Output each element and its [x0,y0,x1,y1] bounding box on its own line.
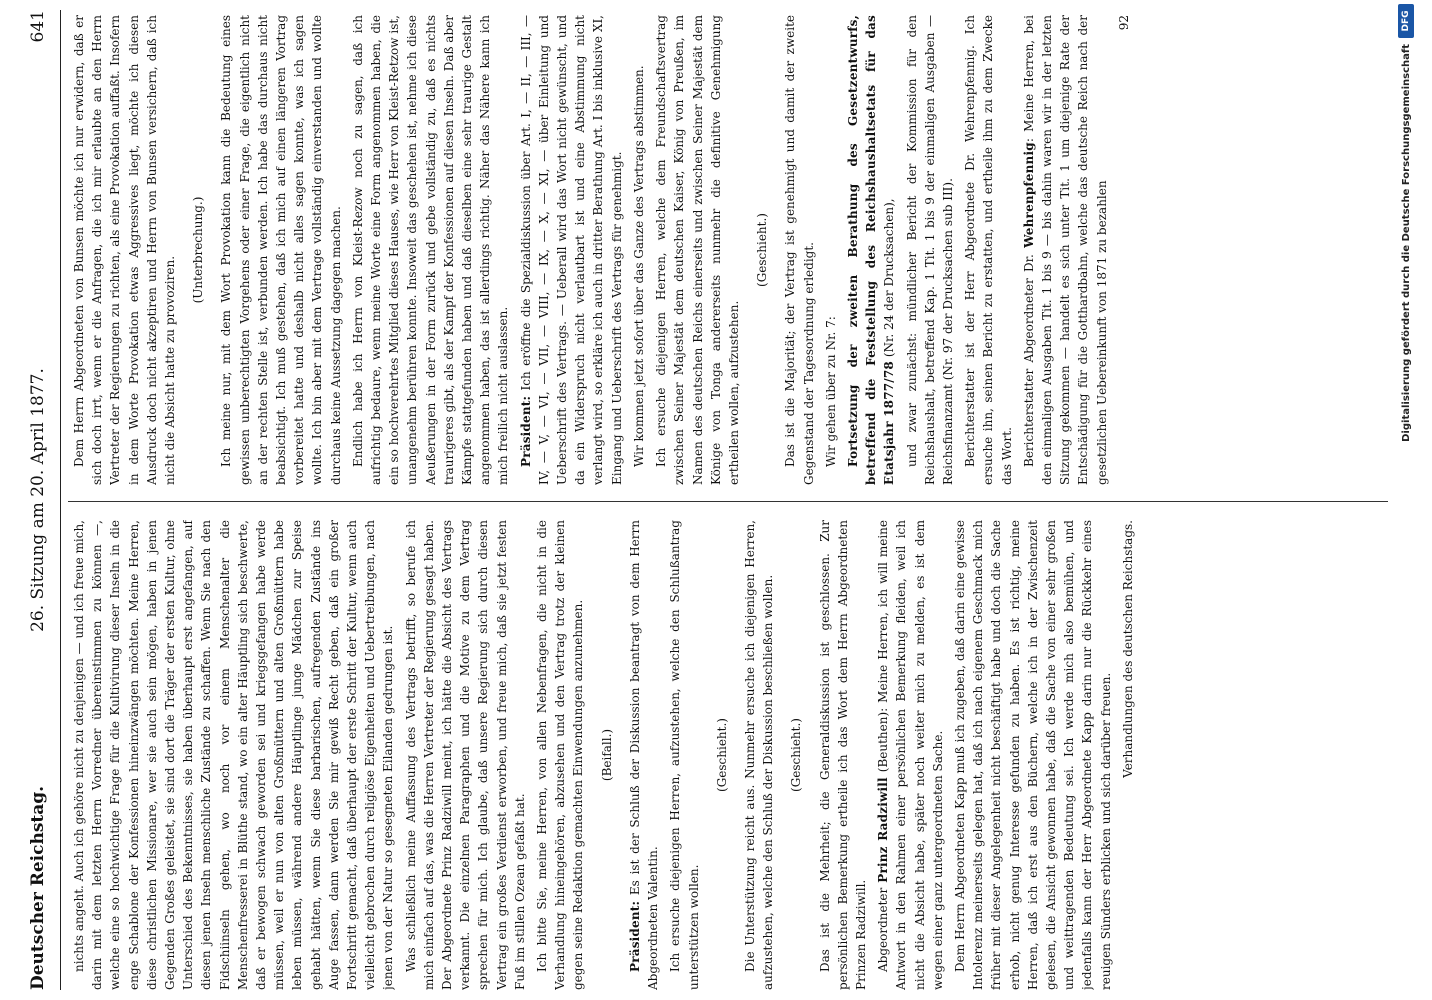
paragraph: Berichterstatter ist der Herr Abgeordnete Dr. Wehrenpfennig. Ich ersuche ihn, seinen Bericht zu erstatten, und ertheile ihm zu dem Zwecke das Wort. [963,15,1014,485]
column-divider [68,501,1388,502]
paragraph: Berichterstatter Abgeordneter Dr. Wehrenpfennig: Meine Herren, bei den einmaligen Ausgaben Tit. 1 bis 9 — bis dahin waren wir in der letzten Sitzung gekommen — handelt es sich unter Tit. 1 um diejenige Rate der Entschädigung für die Gotthardbahn, welche das deutsche Reich nach der gesetzlichen Uebereinkunft von 1871 zu bezahlen [1021,15,1109,485]
paragraph: Wir kommen jetzt sofort über das Ganze des Vertrags abstimmen. [631,65,646,467]
document-page [20,10,1395,990]
column-left [70,520,1385,990]
paragraph: Fortsetzung der zweiten Berathung des Gesetzentwurfs, betreffend die Feststellung des Reichshaushaltsetats für das Etatsjahr 1877/78 (Nr. 24 der Drucksachen), [845,15,897,485]
dfg-logo: DFG [1398,4,1414,38]
paragraph: Endlich habe ich Herrn von Kleist-Rezow noch zu sagen, daß ich aufrichtig bedaure, wenn meine Worte eine Form angenommen haben, die ein so hochverehrtes Mitglied dieses Hauses, wie Herr von Kleist-Retzow ist, unangenehm berühren konnte. Insoweit das geschehen ist, nehme ich diese Aeußerungen in der Form zurück und gebe vollständig zu, daß es nichts traurigeres gibt, als der Kampf der Konfessionen auf diesen Inseln. Daß aber Kämpfe stattgefunden haben und daß dieselben eine sehr traurige Gestalt angenommen haben, das ist allerdings richtig. Näher das Nähere kann ich mich freilich nicht auslassen. [350,15,511,485]
header-center: 26. Sitzung am 20. April 1877. [28,368,48,632]
page-header [20,10,56,990]
paragraph: Präsident: Ich eröffne die Spezialdiskussion über Art. I, — II, — III, — IV, — V, — VI, — VII, — VIII, — IX, — X, — XI, — über Einleitung und Ueberschrift des Vertrags. — Ueberall wird das Wort nicht gewünscht, und da ein Widerspruch nicht verlautbart ist und eine Abstimmung nicht verlangt wird, so erkläre ich auch in dritter Berathung Art. I bis inklusive XI, Eingang und Ueberschrift des Vertrags für genehmigt. [518,15,624,485]
paragraph: Was schließlich meine Auffassung des Vertrags betrifft, so berufe ich mich einfach auf das, was die Herren Vertreter der Regierung gesagt haben. Der Abgeordnete Prinz Radziwill meint, ich hätte die Absicht des Vertrags verkannt. Die einzelnen Paragraphen und die Motive zu dem Vertrag sprechen für mich. Ich glaube, daß unsere Regierung sich durch diesen Vertrag ein großes Verdienst erworben, und freue mich, daß sie jetzt festen Fuß im stillen Ozean gefaßt hat. [403,520,527,990]
stage-direction: (Geschieht.) [755,213,770,287]
credit-text: Digitalisierung gefördert durch die Deutsche Forschungsgemeinschaft [1401,44,1412,442]
stage-direction: (Unterbrechung.) [191,196,206,304]
header-rule [60,10,61,990]
paragraph: Abgeordneter Prinz Radziwill (Beuthen): Meine Herren, ich will meine Antwort in den Rahmen einer persönlichen Bemerkung fleiden, weil ich nicht die Absicht habe, später noch weiter mich zu melden, es ist dem wegen einer ganz untergeordneten Sache. [876,520,945,990]
paragraph: und zwar zunächst: mündlicher Bericht der Kommission für den Reichshaushalt, betreffend Kap. 1 Tit. 1 bis 9 der einmaligen Ausgaben — Reichsfinanzamt (Nr. 97 der Drucksachen sub III). [904,15,955,485]
digitization-credit [1395,0,1421,1000]
stage-direction: (Geschieht.) [789,718,804,792]
paragraph: Dem Herrn Abgeordneten Kapp muß ich zugeben, daß darin eine gewisse Intolerenz meinerseits gelegen hat, daß ich nach eigenem Geschmack mich früher mit dieser Angelegenheit nicht beschäftigt habe und doch die Sache erhob, nicht genug Interesse gefunden zu haben. Es ist richtig, meine Herren, daß ich erst aus den Büchern, welche ich in der Zwischenzeit gelesen, die Ansicht gewonnen habe, daß die Sache von einer sehr großen und weittragenden Bedeutung sei. Ich werde mich also bemühen, und jedenfalls kann der Herr Abgeordnete Kapp darin nur die Rückkehr eines reuigen Sünders erblicken und sich darüber freuen. [952,520,1113,990]
paragraph: Dem Herrn Abgeordneten von Bunsen möchte ich nur erwidern, daß er sich doch irrt, wenn er die Anfragen, die ich mir erlaubte an den Herrn Vertreter der Regierungen zu richten, als eine Provokation auffaßt. Insofern in dem Worte Provokation etwas Aggressives liegt, möchte ich diesen Ausdruck doch nicht akzeptiren und Herrn von Bunsen versichern, daß ich nicht die Absicht hatte zu provoziren. [72,15,178,485]
stage-direction: (Beifall.) [599,728,614,782]
signature-line: 92 [1116,15,1131,31]
paragraph: Ich meine nur, mit dem Wort Provokation kann die Bedeutung eines gewissen unberechtigten Vorgehens oder einer Frage, die eigentlich nicht an der rechten Stelle ist, verbunden werden. Ich habe das durchaus nicht beabsichtigt. Ich muß gestehen, daß ich mich auf einen längeren Vortrag vorbereitet hatte und deshalb nicht alles sagen konnte, was ich sagen wollte. Ich bin aber mit dem Vertrage vollständig einverstanden und wollte durchaus keine Aussetzung dagegen machen. [219,15,343,485]
signature-line: Verhandlungen des deutschen Reichstags. [1120,520,1135,778]
page-number: 641 [28,10,48,43]
paragraph: Die Unterstützung reicht aus. Nunmehr ersuche ich diejenigen Herren, aufzustehen, welche den Schluß der Diskussion beschließen wollen. [742,520,776,990]
stage-direction: (Geschieht.) [714,718,729,792]
column-right [70,15,1385,485]
paragraph: Ich ersuche diejenigen Herren, welche dem Freundschaftsvertrag zwischen Seiner Majestät dem deutschen Kaiser, König von Preußen, im Namen des deutschen Reichs einerseits und zwischen Seiner Majestät dem Könige von Tonga andererseits nunmehr die definitive Genehmigung ertheilen wollen, aufzustehen. [654,15,741,485]
paragraph: Wir gehen über zu Nr. 7: [823,316,838,467]
paragraph: Ich ersuche diejenigen Herren, aufzustehen, welche den Schlußantrag unterstützen wollen. [668,520,701,990]
paragraph: nichts angeht. Auch ich gehöre nicht zu denjenigen — und ich freue mich, darin mit dem letzten Herrn Vorredner übereinstimmen zu können —, welche eine so hochwichtige Frage für die Kultivirung dieser Inseln in die enge Schablone der Konfessionen hineinzwängen möchten. Meine Herren, diese christlichen Missionare, wer sie auch sein mögen, haben in jenen Gegenden Großes geleistet, sie sind dort die Träger der ersten Kultur, ohne Unterschied des Bekenntnisses, sie haben überhaupt erst angefangen, auf diesen jenen Inseln menschliche Zustände zu schaffen. Wenn Sie nach den Fidschiinseln gehen, wo noch vor einem Menschenalter die Menschenfresserei in Blüthe stand, wo ein alter Häuptling sich beschwerte, daß er bewogen schwach geworden sei und kriegsgefangen habe werde müssen, weil er nun von alten Großmüttern und alten Großmüttern habe leben müssen, während andere Häuptlinge junge Mädchen zur Speise gehabt hätten, wenn Sie diese barbarischen, aufregenden Zustände ins Auge fassen, dann werden Sie mir gewiß Recht geben, daß ein großer Fortschritt gemacht, daß überhaupt der erste Schritt der Kultur, wenn auch vielleicht gebrochen durch religiöse Eigenheiten und Uebertreibungen, nach jenen von der Natur so gesegneten Eilanden gedrungen ist. [72,520,396,990]
paragraph: Das ist die Majorität; der Vertrag ist genehmigt und damit der zweite Gegenstand der Tagesordnung erledigt. [783,15,816,485]
paragraph: Das ist die Mehrheit; die Generaldiskussion ist geschlossen. Zur persönlichen Bemerkung ertheile ich das Wort dem Herrn Abgeordneten Prinzen Radziwill. [817,520,868,990]
header-left: Deutscher Reichstag. [28,785,48,990]
paragraph: Präsident: Es ist der Schluß der Diskussion beantragt von dem Herrn Abgeordneten Valentin. [627,520,661,990]
paragraph: Ich bitte Sie, meine Herren, von allen Nebenfragen, die nicht in die Verhandlung hineingehören, abzusehen und den Vertrag trotz der kleinen gegen seine Redaktion gemachten Einwendungen anzunehmen. [535,520,586,990]
